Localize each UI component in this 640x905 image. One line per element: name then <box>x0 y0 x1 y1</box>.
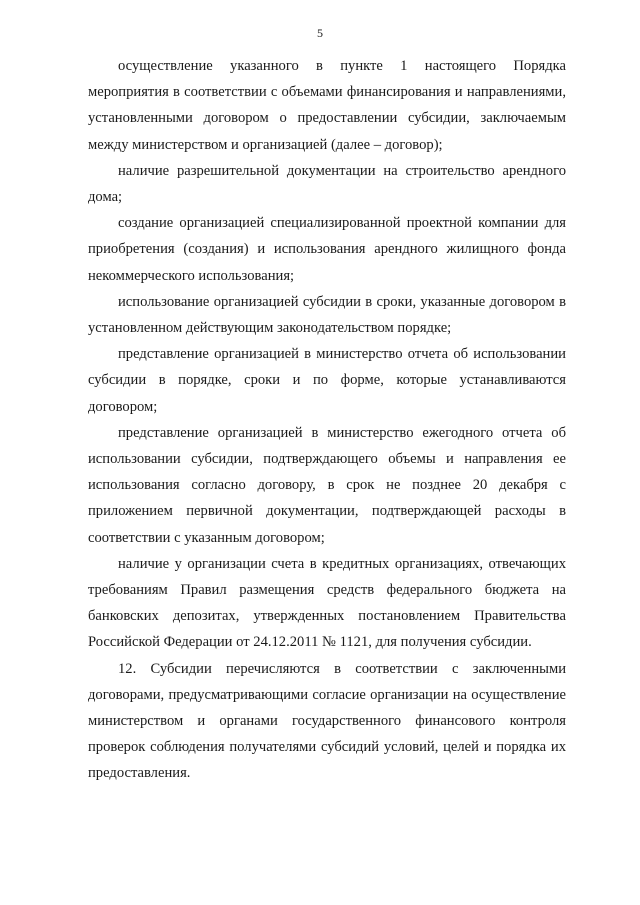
paragraph-execution: осуществление указанного в пункте 1 настоящего Порядка мероприятия в соответствии с объемами финансирования и направлениями, установленными договором о предоставлении субсидии, заключаемым между министерством и организацией (далее – договор); <box>88 58 566 153</box>
paragraph-project-company: создание организацией специализированной проектной компании для приобретения (создания) и использования арендного жилищного фонда некоммерческого использования; <box>88 215 566 284</box>
paragraph-report: представление организацией в министерство отчета об использовании субсидии в порядке, сроки и по форме, которые устанавливаются договором; <box>88 346 566 415</box>
paragraph-permits: наличие разрешительной документации на строительство арендного дома; <box>88 162 566 206</box>
paragraph-annual-report: представление организацией в министерство ежегодного отчета об использовании субсидии, подтверждающего объемы и направления ее использования согласно договору, в срок не позднее 20 декабря с приложением первичной документации, подтверждающей расходы в соответствии с указанным договором; <box>88 424 566 546</box>
page-number: 5 <box>317 26 323 40</box>
paragraph-subsidy-use: использование организацией субсидии в сроки, указанные договором в установленном действующим законодательством порядке; <box>88 293 566 337</box>
document-body <box>88 53 566 787</box>
paragraph-item-12: 12. Субсидии перечисляются в соответствии с заключенными договорами, предусматривающими согласие организации на осуществление министерством и органами государственного финансового контроля проверок соблюдения получателями субсидий условий, целей и порядка их предоставления. <box>88 660 566 782</box>
paragraph-bank-account: наличие у организации счета в кредитных организациях, отвечающих требованиям Правил размещения средств федерального бюджета на банковских депозитах, утвержденных постановлением Правительства Российской Федерации от 24.12.2011 № 1121, для получения субсидии. <box>88 555 566 651</box>
